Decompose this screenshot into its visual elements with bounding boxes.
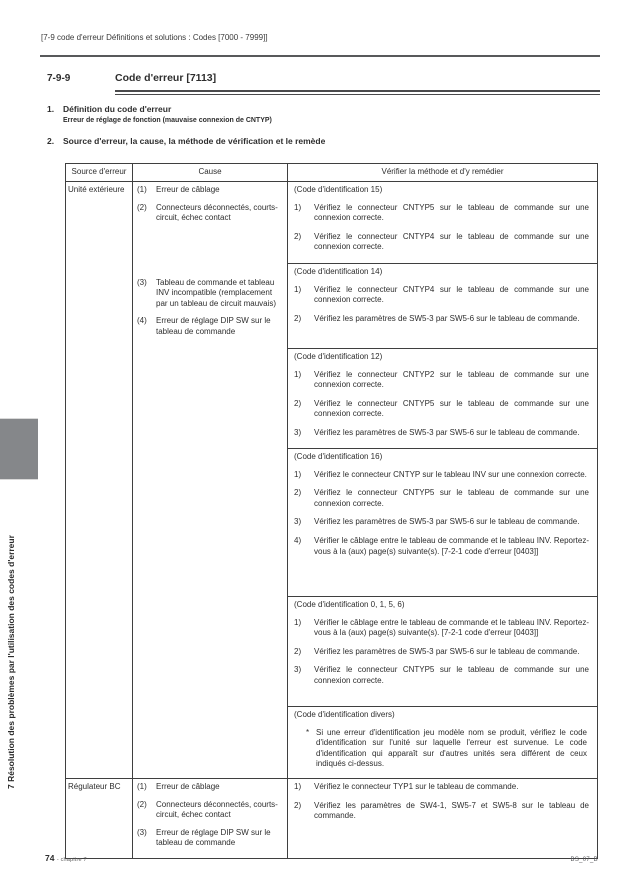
remedy-step-number: 2) <box>294 231 302 241</box>
definition-heading: Définition du code d'erreur <box>63 104 172 114</box>
table-header-cause: Cause <box>133 164 288 181</box>
table-body <box>66 181 597 858</box>
page-footer <box>45 853 87 863</box>
remedy-step <box>294 470 591 481</box>
remedy-step <box>294 647 591 658</box>
remedy-step-number: 2) <box>294 398 302 408</box>
table-row <box>66 181 597 778</box>
identification-code-header: (Code d'identification 0, 1, 5, 6) <box>294 600 405 610</box>
cause-item-text: Connecteurs déconnectés, courts-circuit, échec contact <box>156 202 278 223</box>
cause-item <box>137 316 282 337</box>
cause-item-number: (3) <box>137 277 147 287</box>
error-source-cell: Régulateur BC <box>66 779 133 858</box>
cause-cell <box>133 182 288 778</box>
identification-code-header: (Code d'identification 15) <box>294 185 383 194</box>
chapter-label: - chapitre 7 <box>56 857 87 863</box>
remedy-step-text: Vérifiez le connecteur CNTYP4 sur le tableau de commande sur une connexion correcte. <box>314 231 589 252</box>
remedy-step-text: Vérifiez le connecteur CNTYP sur le tableau INV sur une connexion correcte. <box>314 469 587 479</box>
remedy-step-number: 3) <box>294 427 302 437</box>
remedy-step <box>294 314 591 325</box>
header-rule <box>40 55 600 57</box>
section-number: 7-9-9 <box>47 73 71 84</box>
table-row <box>66 778 597 858</box>
remedy-step <box>294 232 591 253</box>
remedy-step <box>294 203 591 224</box>
remedy-step-text: Vérifiez le connecteur CNTYP5 sur le tableau de commande sur une connexion correcte. <box>314 488 589 508</box>
identification-code-header: (Code d'identification 14) <box>294 267 383 276</box>
definition-text: Erreur de réglage de fonction (mauvaise connexion de CNTYP) <box>63 117 272 124</box>
cause-item-number: (2) <box>137 799 147 809</box>
error-source-cell: Unité extérieure <box>66 182 133 778</box>
remedy-step <box>294 665 591 686</box>
remedy-step <box>294 370 591 391</box>
remedy-step <box>294 782 591 793</box>
page-number: 74 <box>45 853 55 863</box>
source-heading: Source d'erreur, la cause, la méthode de vérification et le remède <box>63 136 326 146</box>
cause-item <box>137 782 282 793</box>
cause-item-number: (1) <box>137 782 147 792</box>
remedy-step <box>294 536 591 557</box>
error-table <box>65 163 598 859</box>
remedy-step-text: Vérifier le câblage entre le tableau de commande et le tableau INV. Reportez-vous à la (aux) page(s) suivante(s). [7-2-1 code d'erreur [0403]] <box>314 617 589 638</box>
title-rule <box>115 90 600 95</box>
cause-item-text: Erreur de réglage DIP SW sur le tableau de commande <box>156 316 271 336</box>
remedy-step-number: 2) <box>294 800 302 810</box>
cause-item <box>137 185 282 196</box>
remedy-block <box>288 348 597 448</box>
cause-item <box>137 278 282 310</box>
remedy-step-number: 4) <box>294 536 302 546</box>
remedy-block <box>288 706 597 778</box>
remedy-note <box>306 728 589 770</box>
cause-cell <box>133 779 288 858</box>
remedy-step <box>294 488 591 509</box>
chapter-tab <box>0 418 38 480</box>
remedy-step-number: 1) <box>294 202 302 212</box>
remedy-step-number: 2) <box>294 646 302 656</box>
remedy-step-number: 1) <box>294 782 302 792</box>
remedy-step <box>294 285 591 306</box>
remedy-step-number: 2) <box>294 488 302 498</box>
remedy-step-text: Vérifiez le connecteur CNTYP4 sur le tableau de commande sur une connexion correcte. <box>314 284 589 305</box>
remedy-step-text: Vérifiez le connecteur CNTYP2 sur le tableau de commande sur une connexion correcte. <box>314 369 589 390</box>
cause-item-number: (4) <box>137 316 147 326</box>
remedy-step <box>294 801 591 822</box>
remedy-block <box>288 182 597 263</box>
page-title: Code d'erreur [7113] <box>115 72 217 84</box>
chapter-sidebar-label: 7 Résolution des problèmes par l'utilisation des codes d'erreur <box>6 535 16 789</box>
table-header-remedy: Vérifier la méthode et d'y remédier <box>381 167 504 177</box>
cause-item-text: Erreur de réglage DIP SW sur le tableau de commande <box>156 827 271 848</box>
remedy-step-number: 2) <box>294 313 302 323</box>
remedy-step-text: Vérifiez les paramètres de SW5-3 par SW5-6 sur le tableau de commande. <box>314 517 580 527</box>
cause-item-text: Connecteurs déconnectés, courts-circuit, échec contact <box>156 799 278 820</box>
remedy-step-text: Vérifiez le connecteur CNTYP5 sur le tableau de commande sur une connexion correcte. <box>314 202 589 223</box>
remedy-step <box>294 517 591 528</box>
remedy-block <box>288 448 597 596</box>
cause-item-number: (2) <box>137 202 147 212</box>
remedy-step-text: Vérifiez le connecteur CNTYP5 sur le tableau de commande sur une connexion correcte. <box>314 665 589 686</box>
table-header-source: Source d'erreur <box>66 164 133 181</box>
remedy-step-number: 1) <box>294 469 302 479</box>
remedy-step-number: 1) <box>294 617 302 627</box>
remedy-cell <box>288 182 597 778</box>
remedy-step-number: 1) <box>294 369 302 379</box>
remedy-step-text: Vérifiez les paramètres de SW5-3 par SW5-6 sur le tableau de commande. <box>314 427 580 437</box>
remedy-cell <box>288 779 597 858</box>
remedy-step-text: Vérifier le câblage entre le tableau de commande et le tableau INV. Reportez-vous à la (aux) page(s) suivante(s). [7-2-1 code d'erreur [0403]] <box>314 536 589 556</box>
identification-code-header: (Code d'identification 16) <box>294 452 383 462</box>
cause-item <box>137 828 282 849</box>
cause-item-number: (3) <box>137 827 147 837</box>
remedy-step-text: Vérifiez le connecteur TYP1 sur le tableau de commande. <box>314 782 519 792</box>
cause-item-text: Erreur de câblage <box>156 185 220 194</box>
remedy-step-number: 3) <box>294 665 302 675</box>
cause-item <box>137 203 282 224</box>
cause-item-text: Tableau de commande et tableau INV incompatible (remplacement par un tableau de circuit mauvais) <box>156 277 277 308</box>
breadcrumb: [7-9 code d'erreur Définitions et solutions : Codes [7000 - 7999]] <box>41 33 268 42</box>
remedy-note-number: * <box>306 727 310 737</box>
doc-reference: BS_07_B <box>570 857 598 863</box>
remedy-block <box>288 596 597 706</box>
identification-code-header: (Code d'identification divers) <box>294 710 395 720</box>
remedy-step-text: Vérifiez les paramètres de SW5-3 par SW5-6 sur le tableau de commande. <box>314 646 580 656</box>
remedy-block <box>288 263 597 348</box>
remedy-step <box>294 399 591 420</box>
remedy-step-text: Vérifiez les paramètres de SW5-3 par SW5-6 sur le tableau de commande. <box>314 313 580 323</box>
remedy-step-number: 3) <box>294 517 302 527</box>
cause-item <box>137 800 282 821</box>
remedy-step-text: Vérifiez le connecteur CNTYP5 sur le tableau de commande sur une connexion correcte. <box>314 398 589 419</box>
remedy-step <box>294 618 591 639</box>
remedy-step-text: Vérifiez les paramètres de SW4-1, SW5-7 et SW5-8 sur le tableau de commande. <box>314 800 589 821</box>
remedy-step-number: 1) <box>294 284 302 294</box>
definition-heading-number: 1. <box>47 104 55 114</box>
remedy-note-text: Si une erreur d'identification jeu modèle nom se produit, vérifiez le code d'identification sur l'unité sur laquelle l'erreur est survenue. Le code d'identification qui apparaît sur d'autres unités sera différent de ceux indiqués ci-dessus. <box>316 727 587 769</box>
source-heading-number: 2. <box>47 136 55 146</box>
identification-code-header: (Code d'identification 12) <box>294 352 383 361</box>
cause-item-text: Erreur de câblage <box>156 782 220 792</box>
table-header-row <box>66 164 597 181</box>
remedy-block <box>288 779 597 832</box>
remedy-step <box>294 428 591 439</box>
cause-item-number: (1) <box>137 185 147 194</box>
